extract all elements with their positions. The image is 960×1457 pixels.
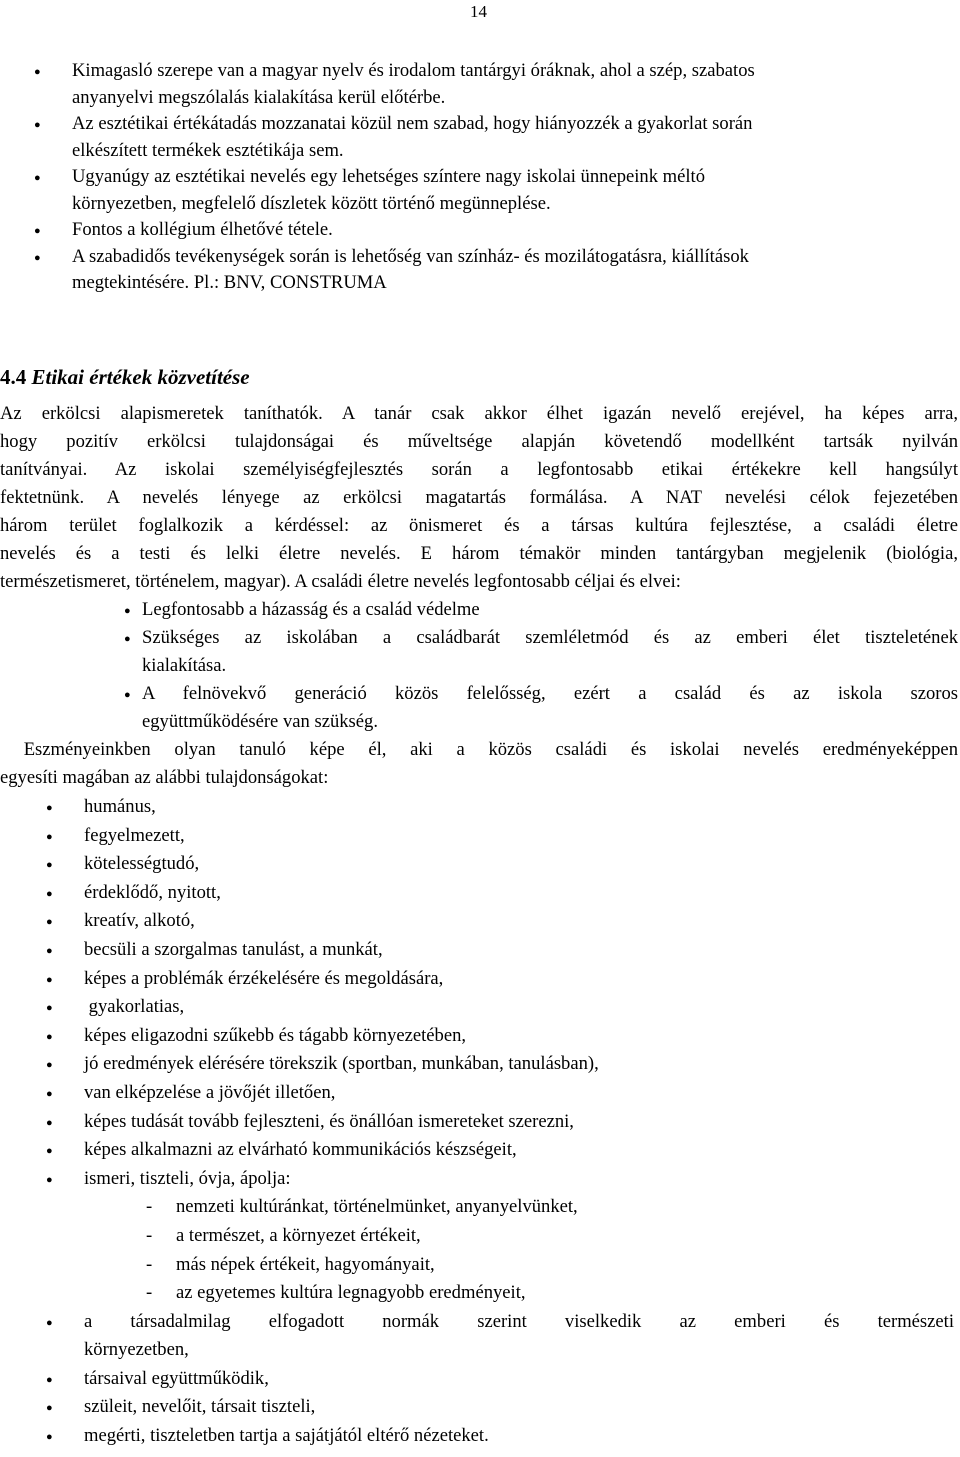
sub-dash-list — [0, 1193, 954, 1307]
paragraph-line: egyesíti magában az alábbi tulajdonságokat: — [0, 767, 329, 788]
list-item-text: anyanyelvi megszólalás kialakítása kerül előtérbe. — [72, 86, 446, 108]
paragraph-line: három terület foglalkozik a kérdéssel: az önismeret és a társas kultúra fejlesztése, a családi életre — [0, 515, 958, 536]
list-item — [0, 879, 960, 908]
list-item — [0, 965, 960, 994]
list-item-text: ● jó eredmények elérésére törekszik (sportban, munkában, tanulásban), — [84, 1053, 599, 1075]
list-item — [0, 936, 960, 965]
list-item-text: együttműködésére van szükség. — [142, 711, 378, 732]
list-item — [0, 624, 960, 680]
sub-list-item-text: más népek értékeit, hagyományait, — [176, 1253, 435, 1275]
list-item — [0, 164, 960, 217]
list-item-text: Az esztétikai értékátadás mozzanatai közül nem szabad, hogy hiányozzék a gyakorlat során — [72, 113, 753, 134]
list-item-text: ● kötelességtudó, — [84, 853, 200, 875]
section-number: 4.4 — [0, 365, 27, 389]
sub-list-item: - nemzeti kultúránkat, történelmünket, anyanyelvünket, — [146, 1196, 578, 1218]
list-item-text: ● Szükséges az iskolában a családbarát szemléletmód és az emberi élet tiszteletének — [142, 627, 958, 648]
list-item-text: elkészített termékek esztétikája sem. — [72, 139, 344, 161]
list-item-text: ● társaival együttműködik, — [84, 1367, 269, 1389]
sub-list-item-text: a természet, a környezet értékeit, — [176, 1224, 421, 1246]
sub-list-item-text: nemzeti kultúránkat, történelmünket, anyanyelvünket, — [176, 1196, 578, 1218]
paragraph-line: Eszményeinkben olyan tanuló képe él, aki a közös családi és iskolai nevelés eredményeképpen — [0, 739, 958, 760]
section-heading — [0, 365, 250, 390]
list-item-text: ● szüleit, nevelőit, társait tiszteli, — [84, 1396, 316, 1418]
list-item-text: ● Legfontosabb a házasság és a család védelme — [142, 599, 480, 620]
list-item — [0, 822, 960, 851]
list-item — [0, 111, 960, 164]
list-item — [0, 1365, 960, 1394]
list-item — [0, 1393, 960, 1422]
sub-list-item: - az egyetemes kultúra legnagyobb eredményeit, — [146, 1282, 526, 1304]
list-item — [0, 244, 960, 297]
list-item-text: A szabadidős tevékenységek során is lehetőség van színház- és mozilátogatásra, kiállítások — [72, 245, 749, 267]
list-item-text: környezetben, megfelelő díszletek között történő megünneplése. — [72, 192, 551, 214]
paragraph-line: Az erkölcsi alapismeretek taníthatók. A tanár csak akkor élhet igazán nevelő erejével, ha képes arra, — [0, 403, 958, 424]
list-item — [0, 907, 960, 936]
intro-bullet-list — [0, 58, 960, 297]
family-goals-list — [0, 596, 960, 736]
list-item-text: ● gyakorlatias, — [84, 996, 185, 1018]
list-item — [0, 596, 960, 624]
list-item-text: kialakítása. — [142, 655, 227, 676]
ethics-paragraph — [0, 400, 958, 596]
list-item — [0, 1308, 960, 1365]
list-item-text: környezetben, — [84, 1339, 189, 1361]
list-item — [0, 1165, 960, 1308]
list-item — [0, 1422, 960, 1451]
list-item-text: ● becsüli a szorgalmas tanulást, a munkát, — [84, 938, 383, 960]
list-item — [0, 993, 960, 1022]
sub-list-item: - más népek értékeit, hagyományait, — [146, 1253, 435, 1275]
list-item-text: ● humánus, — [84, 796, 156, 817]
traits-list — [0, 793, 960, 1451]
list-item-text: Kimagasló szerepe van a magyar nyelv és irodalom tantárgyi óráknak, ahol a szép, szabatos — [72, 60, 755, 81]
list-item — [0, 217, 960, 244]
list-item — [0, 680, 960, 736]
list-item-text: ● A felnövekvő generáció közös felelősség, ezért a család és az iskola szoros — [142, 683, 958, 704]
list-item-text: Ugyanúgy az esztétikai nevelés egy lehetséges színtere nagy iskolai ünnepeink méltó — [72, 166, 706, 187]
paragraph-line: hogy pozitív erkölcsi tulajdonságai és műveltsége alapján követendő modellként tartsák nyilván — [0, 431, 958, 452]
page-number: 14 — [470, 2, 487, 21]
sub-list-item: - a természet, a környezet értékeit, — [146, 1224, 421, 1246]
paragraph-line: nevelés és a testi és lelki életre nevelés. E három témakör minden tantárgyban megjelenik (biológia, — [0, 543, 958, 564]
list-item-text: ● kreatív, alkotó, — [84, 910, 195, 932]
list-item — [0, 1136, 960, 1165]
list-item — [0, 793, 960, 822]
list-item-text: ● a társadalmilag elfogadott normák szerint viselkedik az emberi és természeti — [84, 1310, 954, 1332]
paragraph-line: fektetnünk. A nevelés lényege az erkölcsi magatartás formálása. A NAT nevelési célok fejezetében — [0, 487, 958, 508]
list-item-text: ● van elképzelése a jövőjét illetően, — [84, 1081, 336, 1103]
list-item — [0, 1108, 960, 1137]
paragraph-line: tanítványai. Az iskolai személyiségfejlesztés során a legfontosabb etikai értékekre kell hangsúlyt — [0, 459, 958, 480]
sub-list-item-text: az egyetemes kultúra legnagyobb eredményeit, — [176, 1282, 526, 1304]
list-item — [0, 58, 960, 111]
list-item-text: ● képes eligazodni szűkebb és tágabb környezetében, — [84, 1024, 467, 1046]
paragraph-line: természetismeret, történelem, magyar). A családi életre nevelés legfontosabb céljai és elvei: — [0, 571, 681, 592]
list-item — [0, 850, 960, 879]
list-item-text: ● fegyelmezett, — [84, 824, 185, 846]
ideal-student-paragraph — [0, 736, 958, 792]
list-item — [0, 1022, 960, 1051]
list-item — [0, 1050, 960, 1079]
list-item-text: Fontos a kollégium élhetővé tétele. — [72, 219, 333, 240]
list-item — [0, 1079, 960, 1108]
list-item-text: megtekintésére. Pl.: BNV, CONSTRUMA — [72, 272, 387, 293]
list-item-text: ● érdeklődő, nyitott, — [84, 881, 221, 903]
list-item-text: ● képes tudását tovább fejleszteni, és önállóan ismereteket szerezni, — [84, 1110, 574, 1132]
list-item-text: ● ismeri, tiszteli, óvja, ápolja: — [84, 1167, 291, 1189]
section-title: Etikai értékek közvetítése — [31, 365, 250, 389]
list-item-text: ● képes alkalmazni az elvárható kommunikációs készségeit, — [84, 1139, 517, 1161]
list-item-text: ● képes a problémák érzékelésére és megoldására, — [84, 967, 444, 989]
list-item-text: ● megérti, tiszteletben tartja a sajátjától eltérő nézeteket. — [84, 1425, 489, 1447]
